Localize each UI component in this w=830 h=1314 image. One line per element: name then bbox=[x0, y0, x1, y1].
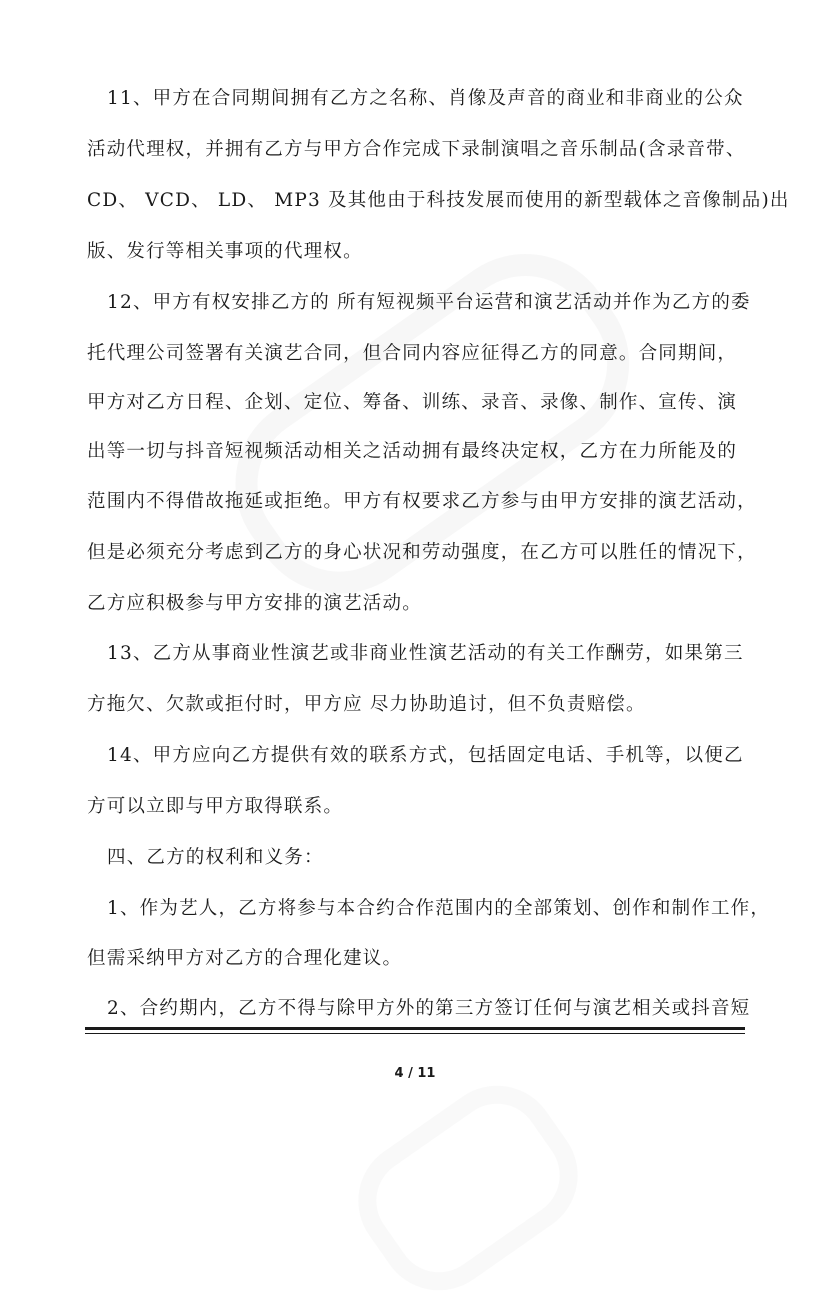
section-heading: 四、乙方的权利和义务： bbox=[107, 847, 324, 868]
clause-11-line-4: 版、发行等相关事项的代理权。 bbox=[87, 241, 363, 262]
clause-12-line-6: 但是必须充分考虑到乙方的身心状况和劳动强度，在乙方可以胜任的情况下， bbox=[87, 542, 757, 563]
clause-b1-line-2: 但需采纳甲方对乙方的合理化建议。 bbox=[87, 948, 403, 969]
clause-12-line-7: 乙方应积极参与甲方安排的演艺活动。 bbox=[87, 593, 422, 614]
clause-13-line-2: 方拖欠、欠款或拒付时，甲方应 尽力协助追讨，但不负责赔偿。 bbox=[87, 694, 646, 715]
clause-13-line-1: 13、乙方从事商业性演艺或非商业性演艺活动的有关工作酬劳，如果第三 bbox=[107, 643, 744, 664]
clause-12-line-4: 出等一切与抖音短视频活动相关之活动拥有最终决定权，乙方在力所能及的 bbox=[87, 441, 738, 462]
clause-12-line-5: 范围内不得借故拖延或拒绝。甲方有权要求乙方参与由甲方安排的演艺活动， bbox=[87, 491, 757, 512]
clause-11-line-1: 11、甲方在合同期间拥有乙方之名称、肖像及声音的商业和非商业的公众 bbox=[107, 88, 744, 109]
clause-b2-line-1: 2、合约期内，乙方不得与除甲方外的第三方签订任何与演艺相关或抖音短 bbox=[107, 998, 751, 1019]
page-number: 4 / 11 bbox=[394, 1066, 436, 1081]
clause-14-line-2: 方可以立即与甲方取得联系。 bbox=[87, 796, 344, 817]
clause-14-line-1: 14、甲方应向乙方提供有效的联系方式，包括固定电话、手机等，以便乙 bbox=[107, 745, 744, 766]
footer-divider-thin bbox=[85, 1033, 745, 1034]
clause-12-line-2: 托代理公司签署有关演艺合同，但合同内容应征得乙方的同意。合同期间， bbox=[87, 343, 738, 364]
footer-divider-thick bbox=[85, 1027, 745, 1030]
clause-11-line-2: 活动代理权，并拥有乙方与甲方合作完成下录制演唱之音乐制品(含录音带、 bbox=[87, 139, 746, 160]
clause-12-line-3: 甲方对乙方日程、企划、定位、筹备、训练、录音、录像、制作、宣传、演 bbox=[87, 392, 738, 413]
clause-12-line-1: 12、甲方有权安排乙方的 所有短视频平台运营和演艺活动并作为乙方的委 bbox=[107, 292, 751, 313]
clause-b1-line-1: 1、作为艺人，乙方将参与本合约合作范围内的全部策划、创作和制作工作， bbox=[107, 898, 771, 919]
clause-11-line-3: CD、 VCD、 LD、 MP3 及其他由于科技发展而使用的新型载体之音像制品)出 bbox=[87, 190, 790, 211]
watermark-graphic-bottom bbox=[335, 1062, 601, 1314]
